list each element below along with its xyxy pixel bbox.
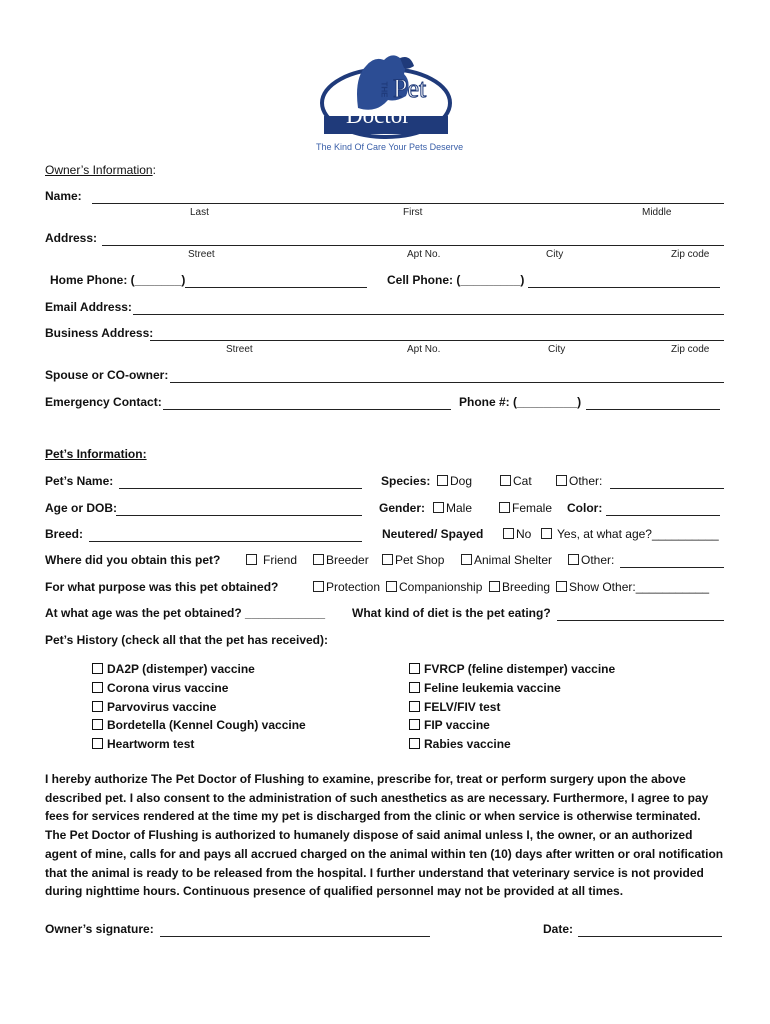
neutered-no[interactable] bbox=[503, 527, 531, 541]
history-fip-checkbox[interactable] bbox=[409, 719, 420, 730]
home-phone-label: Home Phone: (_______) bbox=[50, 273, 186, 287]
history-parvo-label: Parvovirus vaccine bbox=[107, 699, 217, 714]
species-other-label: Other: bbox=[569, 474, 603, 488]
purpose-companionship-checkbox[interactable] bbox=[386, 581, 397, 592]
owner-signature-label: Owner’s signature: bbox=[45, 922, 154, 936]
cell-phone-label: Cell Phone: (_________) bbox=[387, 273, 525, 287]
species-dog-label: Dog bbox=[450, 474, 473, 488]
spouse-label: Spouse or CO-owner: bbox=[45, 368, 169, 382]
home-phone-field[interactable] bbox=[185, 287, 367, 288]
obtain-pet-shop-label: Pet Shop bbox=[395, 553, 445, 567]
obtain-pet-shop[interactable] bbox=[382, 553, 444, 567]
purpose-companionship-label: Companionship bbox=[399, 580, 483, 594]
gender-female[interactable] bbox=[499, 501, 552, 515]
obtain-other[interactable] bbox=[568, 553, 614, 567]
neutered-label: Neutered/ Spayed bbox=[382, 527, 484, 541]
species-cat-label: Cat bbox=[513, 474, 532, 488]
history-heartworm-checkbox[interactable] bbox=[92, 738, 103, 749]
obtain-shelter-checkbox[interactable] bbox=[461, 554, 472, 565]
history-fvrcp-label: FVRCP (feline distemper) vaccine bbox=[424, 662, 616, 676]
obtain-shelter-label: Animal Shelter bbox=[474, 553, 553, 567]
cell-phone-field[interactable] bbox=[528, 287, 720, 288]
gender-label: Gender: bbox=[379, 501, 426, 515]
history-da2p-checkbox[interactable] bbox=[92, 663, 103, 674]
purpose-label: For what purpose was this pet obtained? bbox=[45, 580, 279, 594]
address-sub-apt: Apt No. bbox=[407, 249, 441, 260]
history-felv[interactable] bbox=[409, 679, 615, 698]
business-address-field[interactable] bbox=[150, 340, 724, 341]
date-label: Date: bbox=[543, 922, 574, 936]
color-field[interactable] bbox=[606, 515, 720, 516]
name-field[interactable] bbox=[92, 203, 724, 204]
diet-label: What kind of diet is the pet eating? bbox=[352, 606, 551, 620]
history-heartworm-label: Heartworm test bbox=[107, 737, 195, 752]
history-heartworm[interactable] bbox=[92, 735, 306, 754]
address-sub-zip: Zip code bbox=[671, 249, 710, 260]
history-fip-label: FIP vaccine bbox=[424, 718, 490, 733]
history-parvo-checkbox[interactable] bbox=[92, 701, 103, 712]
history-left-list bbox=[92, 660, 306, 754]
gender-male-checkbox[interactable] bbox=[433, 502, 444, 513]
history-fvrcp[interactable] bbox=[409, 660, 615, 679]
logo-tagline: The Kind Of Care Your Pets Deserve bbox=[316, 142, 464, 152]
spouse-field[interactable] bbox=[170, 382, 724, 383]
age-label: Age or DOB: bbox=[45, 501, 117, 515]
address-sub-street: Street bbox=[188, 249, 215, 260]
name-sub-first: First bbox=[403, 207, 423, 218]
address-label: Address: bbox=[45, 231, 98, 245]
address-field[interactable] bbox=[102, 245, 724, 246]
neutered-yes[interactable] bbox=[541, 527, 719, 541]
purpose-show-label: Show Other:___________ bbox=[569, 580, 710, 594]
obtain-other-checkbox[interactable] bbox=[568, 554, 579, 565]
history-felv-fiv-label: FELV/FIV test bbox=[424, 699, 501, 714]
history-corona-checkbox[interactable] bbox=[92, 682, 103, 693]
history-right-list bbox=[409, 660, 615, 754]
name-sub-middle: Middle bbox=[642, 207, 672, 218]
name-label: Name: bbox=[45, 189, 82, 203]
emergency-field[interactable] bbox=[163, 409, 451, 410]
history-felv-fiv-checkbox[interactable] bbox=[409, 701, 420, 712]
species-other[interactable] bbox=[556, 474, 602, 488]
emergency-phone-field[interactable] bbox=[586, 409, 720, 410]
neutered-yes-checkbox[interactable] bbox=[541, 528, 552, 539]
pet-name-label: Pet’s Name: bbox=[45, 474, 114, 488]
history-bordetella[interactable] bbox=[92, 716, 306, 735]
business-sub-zip: Zip code bbox=[671, 344, 710, 355]
obtain-friend-label: Friend bbox=[263, 553, 298, 567]
purpose-breeding[interactable] bbox=[489, 580, 550, 594]
purpose-show-checkbox[interactable] bbox=[556, 581, 567, 592]
history-corona-label: Corona virus vaccine bbox=[107, 680, 229, 695]
history-label: Pet’s History (check all that the pet has received): bbox=[45, 633, 328, 647]
obtain-label: Where did you obtain this pet? bbox=[45, 553, 221, 567]
species-other-checkbox[interactable] bbox=[556, 475, 567, 486]
neutered-no-checkbox[interactable] bbox=[503, 528, 514, 539]
history-rabies-label: Rabies vaccine bbox=[424, 737, 511, 752]
history-parvo[interactable] bbox=[92, 698, 306, 717]
name-sub-last: Last bbox=[190, 207, 209, 218]
species-other-field[interactable] bbox=[610, 488, 724, 489]
logo-the: THE bbox=[379, 81, 389, 98]
purpose-protection-label: Protection bbox=[326, 580, 381, 594]
emergency-label: Emergency Contact: bbox=[45, 395, 162, 409]
obtain-friend[interactable] bbox=[246, 553, 297, 567]
age-obtained-label: At what age was the pet obtained? ____________ bbox=[45, 606, 326, 620]
address-sub-city: City bbox=[546, 249, 564, 260]
date-field[interactable] bbox=[578, 936, 722, 937]
breed-label: Breed: bbox=[45, 527, 84, 541]
obtain-other-label: Other: bbox=[581, 553, 615, 567]
species-label: Species: bbox=[381, 474, 431, 488]
color-label: Color: bbox=[567, 501, 603, 515]
gender-female-label: Female bbox=[512, 501, 553, 515]
logo-graphic bbox=[318, 48, 458, 148]
obtain-breeder-label: Breeder bbox=[326, 553, 369, 567]
email-field[interactable] bbox=[133, 314, 724, 315]
history-felv-fiv[interactable] bbox=[409, 698, 615, 717]
neutered-yes-label: Yes, at what age?__________ bbox=[557, 527, 719, 541]
history-fip[interactable] bbox=[409, 716, 615, 735]
emergency-phone-label: Phone #: (_________) bbox=[459, 395, 582, 409]
breed-field[interactable] bbox=[89, 541, 362, 542]
purpose-protection-checkbox[interactable] bbox=[313, 581, 324, 592]
purpose-companionship[interactable] bbox=[386, 580, 482, 594]
owner-heading-colon: : bbox=[152, 163, 156, 177]
logo-word-pet: Pet bbox=[393, 74, 427, 103]
history-felv-checkbox[interactable] bbox=[409, 682, 420, 693]
business-sub-city: City bbox=[548, 344, 566, 355]
gender-male[interactable] bbox=[433, 501, 472, 515]
species-cat-checkbox[interactable] bbox=[500, 475, 511, 486]
purpose-protection[interactable] bbox=[313, 580, 380, 594]
species-dog[interactable] bbox=[437, 474, 472, 488]
pet-name-field[interactable] bbox=[119, 488, 362, 489]
clinic-logo bbox=[318, 48, 458, 148]
purpose-breeding-label: Breeding bbox=[502, 580, 551, 594]
pet-heading: Pet’s Information: bbox=[45, 447, 147, 461]
species-cat[interactable] bbox=[500, 474, 532, 488]
history-da2p-label: DA2P (distemper) vaccine bbox=[107, 662, 255, 676]
obtain-friend-checkbox[interactable] bbox=[246, 554, 257, 565]
business-sub-apt: Apt No. bbox=[407, 344, 441, 355]
obtain-other-field[interactable] bbox=[620, 567, 724, 568]
history-rabies[interactable] bbox=[409, 735, 615, 754]
species-dog-checkbox[interactable] bbox=[437, 475, 448, 486]
history-bordetella-checkbox[interactable] bbox=[92, 719, 103, 730]
business-sub-street: Street bbox=[226, 344, 253, 355]
owner-heading: Owner’s Information bbox=[45, 163, 153, 177]
obtain-shelter[interactable] bbox=[461, 553, 552, 567]
purpose-show-other[interactable] bbox=[556, 580, 709, 594]
history-felv-label: Feline leukemia vaccine bbox=[424, 680, 561, 695]
obtain-breeder-checkbox[interactable] bbox=[313, 554, 324, 565]
history-bordetella-label: Bordetella (Kennel Cough) vaccine bbox=[107, 718, 306, 733]
obtain-breeder[interactable] bbox=[313, 553, 369, 567]
diet-field[interactable] bbox=[557, 620, 724, 621]
owner-signature-field[interactable] bbox=[160, 936, 430, 937]
logo-word-doctor: Doctor bbox=[346, 103, 410, 128]
history-corona[interactable] bbox=[92, 679, 306, 698]
authorization-paragraph: I hereby authorize The Pet Doctor of Flushing to examine, prescribe for, treat or perform surgery upon the above described pet. I also consent to the administration of such anesthetics as are necessary. Furthermore, I agree to pay fees for services rendered at the time my pet is discharged from the clinic or when service is otherwise terminated. The Pet Doctor of Flushing is authorized to humanely dispose of said animal unless I, the owner, or an authorized agent of mine, calls for and pays all accrued charged on the animal within ten (10) days after written or oral notification that the animal is ready to be released from the hospital. I further understand that veterinary service is not provided during nighttime hours. Continuous presence of qualified personnel may not be provided at all times. bbox=[45, 772, 724, 899]
obtain-pet-shop-checkbox[interactable] bbox=[382, 554, 393, 565]
neutered-no-label: No bbox=[516, 527, 532, 541]
history-da2p[interactable] bbox=[92, 660, 306, 679]
gender-female-checkbox[interactable] bbox=[499, 502, 510, 513]
age-field[interactable] bbox=[116, 515, 362, 516]
gender-male-label: Male bbox=[446, 501, 473, 515]
business-address-label: Business Address: bbox=[45, 326, 154, 340]
purpose-breeding-checkbox[interactable] bbox=[489, 581, 500, 592]
history-rabies-checkbox[interactable] bbox=[409, 738, 420, 749]
email-label: Email Address: bbox=[45, 300, 132, 314]
history-fvrcp-checkbox[interactable] bbox=[409, 663, 420, 674]
